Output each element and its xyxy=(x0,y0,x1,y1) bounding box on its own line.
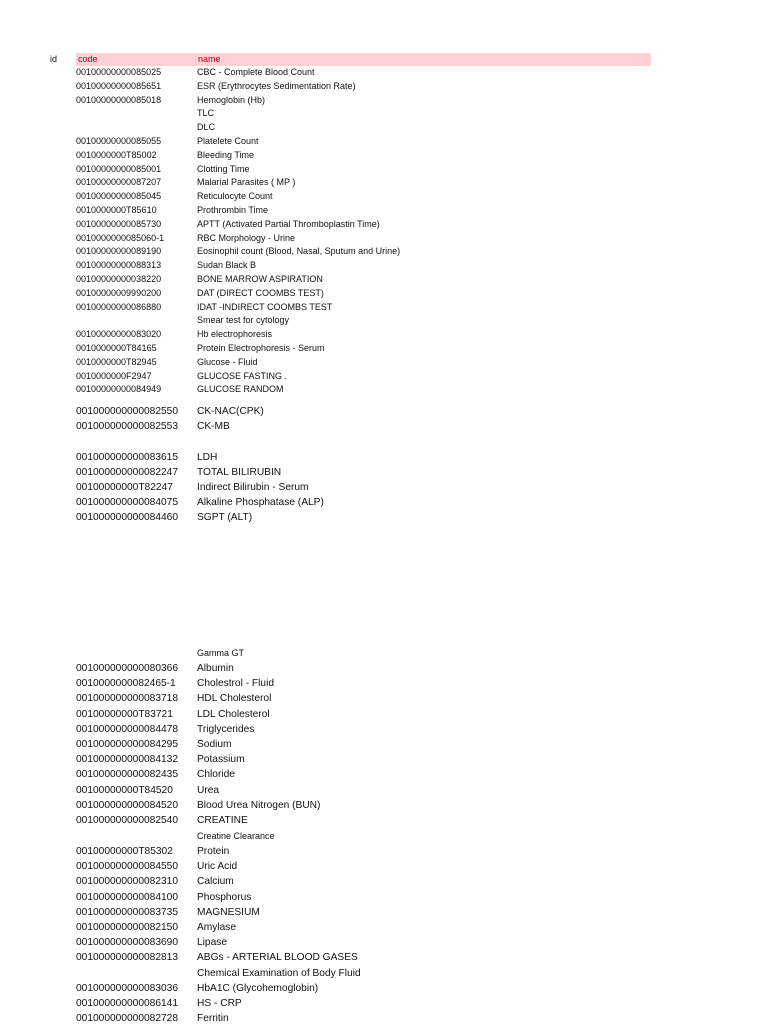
test-name: Malarial Parasites ( MP ) xyxy=(197,177,296,188)
test-name: HS - CRP xyxy=(197,997,242,1009)
table-row xyxy=(76,830,676,844)
table-row xyxy=(76,707,676,722)
test-code: 001000000000080366 xyxy=(76,663,178,674)
test-name: ABGs - ARTERIAL BLOOD GASES xyxy=(197,952,358,964)
test-name: MAGNESIUM xyxy=(197,906,260,918)
test-name: Amylase xyxy=(197,921,237,933)
test-code: 00100000000038220 xyxy=(76,273,162,284)
table-row xyxy=(76,722,676,737)
test-code: 001000000000082150 xyxy=(76,921,178,933)
test-code: 001000000000082813 xyxy=(76,952,178,964)
table-row xyxy=(76,163,676,177)
test-name: Cholestrol - Fluid xyxy=(197,678,274,690)
table-row xyxy=(76,691,676,706)
test-name: DAT (DIRECT COOMBS TEST) xyxy=(197,287,324,298)
table-row xyxy=(76,121,676,135)
test-code: 0010000000T85002 xyxy=(76,149,157,160)
test-code: 001000000000082550 xyxy=(76,406,178,417)
test-list-section-4 xyxy=(76,844,676,1026)
table-row xyxy=(76,356,676,370)
table-row xyxy=(76,80,676,94)
header-highlight xyxy=(76,53,651,66)
test-code: 001000000000083036 xyxy=(76,982,178,994)
test-code: 00100000000085055 xyxy=(76,135,162,146)
table-row xyxy=(76,783,676,798)
test-list-section-2 xyxy=(76,404,676,526)
test-name: Eosinophil count (Blood, Nasal, Sputum and Urine) xyxy=(197,246,401,257)
test-code: 001000000000082728 xyxy=(76,1013,178,1025)
test-code: 001000000000082540 xyxy=(76,814,178,826)
table-row xyxy=(76,813,676,828)
test-name: SGPT (ALT) xyxy=(197,512,253,524)
test-name: TLC xyxy=(197,108,215,119)
test-name: HDL Cholesterol xyxy=(197,693,272,705)
table-row xyxy=(76,996,676,1011)
table-row xyxy=(76,874,676,889)
table-row xyxy=(76,966,676,981)
table-row xyxy=(76,107,676,121)
test-name: Triglycerides xyxy=(197,723,255,735)
table-row xyxy=(76,419,676,434)
test-name: BONE MARROW ASPIRATION xyxy=(197,273,323,284)
table-row xyxy=(76,798,676,813)
test-name: GLUCOSE FASTING . xyxy=(197,370,288,381)
test-code: 00100000000085730 xyxy=(76,218,162,229)
test-code: 0010000000F2947 xyxy=(76,370,152,381)
test-name: GLUCOSE RANDOM xyxy=(197,384,284,395)
test-code: 001000000000083615 xyxy=(76,451,178,463)
test-code: 00100000000085018 xyxy=(76,94,162,105)
table-row xyxy=(76,314,676,328)
test-code: 001000000000084075 xyxy=(76,497,178,509)
test-name: Protein xyxy=(197,846,230,857)
table-row xyxy=(76,920,676,935)
test-code: 00100000000T82247 xyxy=(76,481,173,493)
test-code: 0010000000082465-1 xyxy=(76,678,176,690)
table-row xyxy=(76,204,676,218)
table-row xyxy=(76,259,676,273)
test-name: Albumin xyxy=(197,663,234,674)
test-code: 001000000000082435 xyxy=(76,769,178,781)
test-code: 00100000000085651 xyxy=(76,80,162,91)
test-name: Indirect Bilirubin - Serum xyxy=(197,481,309,493)
test-code: 001000000000084100 xyxy=(76,891,178,903)
test-list-section-1 xyxy=(76,66,676,397)
table-row xyxy=(76,301,676,315)
table-row xyxy=(76,245,676,259)
test-name: Chloride xyxy=(197,769,235,781)
test-code: 00100000009990200 xyxy=(76,287,162,298)
creatine-clearance-row xyxy=(76,830,676,844)
table-row xyxy=(76,935,676,950)
test-name: LDH xyxy=(197,451,218,463)
test-name: Phosphorus xyxy=(197,891,252,903)
table-row xyxy=(76,844,676,859)
table-row xyxy=(76,135,676,149)
test-name: Uric Acid xyxy=(197,861,238,873)
test-name: CREATINE xyxy=(197,814,248,826)
test-name: LDL Cholesterol xyxy=(197,708,270,720)
test-code: 001000000000084460 xyxy=(76,512,178,524)
test-code: 001000000000082310 xyxy=(76,876,178,888)
table-row xyxy=(76,176,676,190)
test-name: Calcium xyxy=(197,876,234,888)
test-code: 001000000000082553 xyxy=(76,421,178,433)
test-code: 00100000000088313 xyxy=(76,260,162,271)
test-code: 001000000000084550 xyxy=(76,861,178,873)
table-row xyxy=(76,94,676,108)
test-name: Chemical Examination of Body Fluid xyxy=(197,967,361,979)
table-row xyxy=(76,328,676,342)
table-row xyxy=(76,287,676,301)
header-row xyxy=(48,53,651,66)
table-row xyxy=(76,218,676,232)
test-name: Urea xyxy=(197,784,220,796)
test-name: Potassium xyxy=(197,754,245,766)
test-code: 00100000000T84520 xyxy=(76,784,173,796)
test-code: 00100000000084949 xyxy=(76,384,162,395)
test-name: Bleeding Time xyxy=(197,149,255,160)
test-code: 00100000000T83721 xyxy=(76,708,173,720)
table-row xyxy=(76,66,676,80)
table-row xyxy=(76,190,676,204)
table-row xyxy=(76,737,676,752)
test-code: 00100000000083020 xyxy=(76,329,162,340)
header-name: name xyxy=(198,54,221,64)
test-code: 00100000000089190 xyxy=(76,246,162,257)
table-row xyxy=(76,342,676,356)
header-code: code xyxy=(78,54,98,64)
test-name: Lipase xyxy=(197,937,228,949)
test-code: 001000000000083718 xyxy=(76,693,178,705)
test-name: Platelete Count xyxy=(197,135,259,146)
test-name: Prothrombin Time xyxy=(197,204,269,215)
table-row xyxy=(76,676,676,691)
test-code: 00100000000085025 xyxy=(76,67,162,77)
table-row xyxy=(76,905,676,920)
table-row xyxy=(76,859,676,874)
test-name: DLC xyxy=(197,122,216,133)
table-row xyxy=(76,465,676,480)
table-row xyxy=(76,149,676,163)
table-row xyxy=(76,404,676,419)
test-code: 001000000000082247 xyxy=(76,466,178,478)
table-row xyxy=(76,480,676,495)
table-row xyxy=(76,981,676,996)
table-row xyxy=(76,767,676,782)
test-code: 0010000000T84165 xyxy=(76,342,157,353)
test-code: 001000000000084520 xyxy=(76,799,178,811)
test-code: 0010000000085060-1 xyxy=(76,232,165,243)
test-name: Glucose - Fluid xyxy=(197,356,258,367)
test-code: 00100000000085001 xyxy=(76,163,162,174)
test-name: Creatine Clearance xyxy=(197,831,275,841)
header-id: id xyxy=(50,54,58,64)
test-name: Ferritin xyxy=(197,1013,229,1025)
table-row xyxy=(76,434,676,449)
table-row xyxy=(76,661,676,676)
test-name: Gamma GT xyxy=(197,648,245,658)
test-code: 00100000000T85302 xyxy=(76,846,173,857)
test-code: 00100000000085045 xyxy=(76,191,162,202)
test-name: Alkaline Phosphatase (ALP) xyxy=(197,497,324,509)
table-row xyxy=(76,273,676,287)
gamma-gt-row xyxy=(76,647,676,661)
test-name: TOTAL BILIRUBIN xyxy=(197,466,282,478)
table-row xyxy=(76,890,676,905)
table-row xyxy=(76,495,676,510)
test-name: HbA1C (Glycohemoglobin) xyxy=(197,982,319,994)
test-code: 00100000000086880 xyxy=(76,301,162,312)
test-code: 0010000000T85610 xyxy=(76,204,157,215)
test-name: Smear test for cytology xyxy=(197,315,290,326)
table-row xyxy=(76,647,676,661)
test-name: Blood Urea Nitrogen (BUN) xyxy=(197,799,321,811)
test-name: Sodium xyxy=(197,738,232,750)
test-name: CBC - Complete Blood Count xyxy=(197,67,315,77)
test-name: IDAT -INDIRECT COOMBS TEST xyxy=(197,301,333,312)
table-row xyxy=(76,752,676,767)
test-code: 001000000000083690 xyxy=(76,937,178,949)
test-code: 001000000000086141 xyxy=(76,997,178,1009)
table-row xyxy=(76,510,676,525)
test-name: Reticulocyte Count xyxy=(197,191,273,202)
table-row xyxy=(76,450,676,465)
table-row xyxy=(76,950,676,965)
test-code: 00100000000087207 xyxy=(76,177,162,188)
test-name: Clotting Time xyxy=(197,163,250,174)
table-row xyxy=(76,383,676,397)
test-code: 001000000000083735 xyxy=(76,906,178,918)
table-row xyxy=(76,370,676,384)
test-name: Hb electrophoresis xyxy=(197,329,273,340)
test-name: APTT (Activated Partial Thromboplastin Time) xyxy=(197,218,380,229)
test-code: 001000000000084295 xyxy=(76,738,178,750)
test-name: CK-MB xyxy=(197,421,230,433)
test-name: Sudan Black B xyxy=(197,260,257,271)
table-row xyxy=(76,232,676,246)
test-name: Hemoglobin (Hb) xyxy=(197,94,266,105)
test-name: RBC Morphology - Urine xyxy=(197,232,296,243)
test-name: ESR (Erythrocytes Sedimentation Rate) xyxy=(197,80,356,91)
test-name: Protein Electrophoresis - Serum xyxy=(197,342,325,353)
test-code: 001000000000084132 xyxy=(76,754,178,766)
test-list-section-3 xyxy=(76,661,676,828)
test-code: 0010000000T82945 xyxy=(76,356,157,367)
test-code: 001000000000084478 xyxy=(76,723,178,735)
test-name: CK-NAC(CPK) xyxy=(197,406,264,417)
